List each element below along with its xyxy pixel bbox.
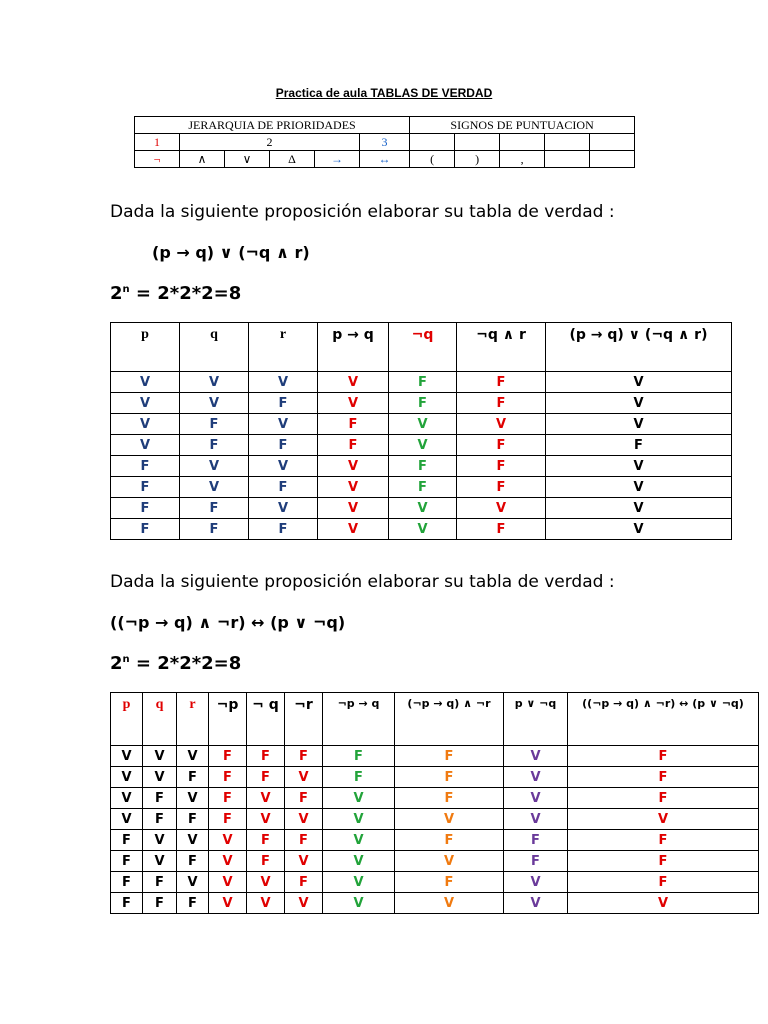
table-cell: V	[546, 456, 732, 477]
table-cell: F	[143, 872, 177, 893]
table-cell: F	[318, 435, 389, 456]
table-cell: V	[249, 414, 318, 435]
punctuation-header: SIGNOS DE PUNTUACION	[410, 117, 635, 134]
header2-q: q	[143, 693, 177, 746]
table-cell: V	[209, 851, 247, 872]
table-cell: V	[143, 767, 177, 788]
table-cell: V	[318, 372, 389, 393]
level-3: 3	[360, 134, 410, 151]
table-cell: F	[180, 435, 249, 456]
truth-table-1	[110, 322, 732, 540]
table-cell: F	[111, 851, 143, 872]
table-row	[111, 519, 732, 540]
table-cell: F	[143, 893, 177, 914]
table-cell: V	[111, 809, 143, 830]
table-row	[111, 830, 759, 851]
table-cell: V	[457, 498, 546, 519]
table-cell: V	[177, 788, 209, 809]
table-cell: F	[247, 746, 285, 767]
table-cell: F	[457, 393, 546, 414]
table-row	[111, 851, 759, 872]
table-cell: V	[546, 393, 732, 414]
table-cell: V	[318, 519, 389, 540]
table-cell: F	[323, 767, 395, 788]
table-row	[111, 788, 759, 809]
table-cell: V	[323, 893, 395, 914]
table-cell: V	[504, 746, 568, 767]
table-cell: F	[546, 435, 732, 456]
table-cell: V	[323, 872, 395, 893]
instruction-1: Dada la siguiente proposición elaborar su tabla de verdad :	[110, 202, 615, 222]
table-cell: F	[111, 893, 143, 914]
table-cell: V	[111, 414, 180, 435]
table-cell: F	[177, 809, 209, 830]
table-row	[111, 767, 759, 788]
level-1: 1	[135, 134, 180, 151]
table-cell: V	[177, 830, 209, 851]
symbol-iff: ↔	[360, 151, 410, 168]
table-cell: V	[318, 498, 389, 519]
table-cell: F	[504, 851, 568, 872]
table-cell: V	[180, 372, 249, 393]
table-cell: V	[546, 477, 732, 498]
table-cell: V	[504, 872, 568, 893]
table-cell: V	[111, 746, 143, 767]
table-cell: V	[546, 414, 732, 435]
table-cell: F	[247, 767, 285, 788]
table-cell: F	[457, 519, 546, 540]
table-cell: V	[285, 809, 323, 830]
header-not-q-and-r: ¬q ∧ r	[457, 323, 546, 372]
table-cell: F	[177, 851, 209, 872]
table-row	[111, 372, 732, 393]
table-cell: F	[389, 372, 457, 393]
header2-result: ((¬p → q) ∧ ¬r) ↔ (p ∨ ¬q)	[568, 693, 759, 746]
table-cell: F	[111, 830, 143, 851]
table-cell: F	[395, 767, 504, 788]
row-count-2: $2^n = 2*2*2=8$	[110, 653, 242, 674]
table-cell: V	[143, 851, 177, 872]
table-cell: F	[457, 456, 546, 477]
table-cell: F	[457, 477, 546, 498]
header-p: p	[111, 323, 180, 372]
table-cell: V	[504, 767, 568, 788]
header-q: q	[180, 323, 249, 372]
table-row	[111, 477, 732, 498]
table-cell: F	[568, 872, 759, 893]
table-cell: F	[143, 809, 177, 830]
proposition-2: ((¬p → q) ∧ ¬r) ↔ (p ∨ ¬q)	[110, 613, 346, 632]
table-cell: V	[180, 477, 249, 498]
table-cell: V	[247, 872, 285, 893]
table-cell: V	[247, 788, 285, 809]
hierarchy-header: JERARQUIA DE PRIORIDADES	[135, 117, 410, 134]
table-row	[111, 435, 732, 456]
header-r: r	[249, 323, 318, 372]
table-cell: V	[546, 498, 732, 519]
table-row	[111, 393, 732, 414]
table-cell: V	[111, 788, 143, 809]
symbol-delta: Δ	[270, 151, 315, 168]
table-cell: F	[111, 456, 180, 477]
table-cell: F	[209, 746, 247, 767]
table-cell: V	[111, 372, 180, 393]
table-cell: F	[568, 830, 759, 851]
table-cell: F	[209, 809, 247, 830]
table-cell: V	[111, 393, 180, 414]
table-cell: F	[177, 767, 209, 788]
table-cell: V	[395, 893, 504, 914]
table-cell: F	[111, 498, 180, 519]
table-cell: F	[143, 788, 177, 809]
table-cell: V	[143, 830, 177, 851]
table-cell: V	[546, 372, 732, 393]
table-cell: V	[504, 809, 568, 830]
table-cell: V	[249, 498, 318, 519]
table-cell: F	[247, 851, 285, 872]
header2-r: r	[177, 693, 209, 746]
truth-table-2	[110, 692, 759, 914]
table-cell: V	[323, 809, 395, 830]
table-cell: F	[177, 893, 209, 914]
table-cell: V	[209, 893, 247, 914]
table-cell: V	[249, 456, 318, 477]
table-cell: F	[285, 788, 323, 809]
table-cell: V	[318, 477, 389, 498]
table-cell: F	[568, 851, 759, 872]
table-cell: F	[323, 746, 395, 767]
table-cell: V	[111, 767, 143, 788]
table-cell: F	[568, 746, 759, 767]
symbol-implies: →	[315, 151, 360, 168]
header2-not-q: ¬ q	[247, 693, 285, 746]
table-cell: V	[457, 414, 546, 435]
header-p-implies-q: p → q	[318, 323, 389, 372]
table-cell: F	[457, 435, 546, 456]
table-cell: V	[247, 893, 285, 914]
row-count-1: $2^n = 2*2*2=8$	[110, 283, 242, 304]
table-cell: V	[504, 788, 568, 809]
table-cell: V	[318, 393, 389, 414]
table-cell: F	[318, 414, 389, 435]
table-row	[111, 809, 759, 830]
table-cell: F	[504, 830, 568, 851]
table-cell: V	[389, 435, 457, 456]
table-cell: V	[568, 809, 759, 830]
symbol-and: ∧	[180, 151, 225, 168]
table-cell: F	[249, 477, 318, 498]
header-result: (p → q) ∨ (¬q ∧ r)	[546, 323, 732, 372]
table-cell: V	[395, 809, 504, 830]
header2-p: p	[111, 693, 143, 746]
proposition-1: (p → q) ∨ (¬q ∧ r)	[152, 243, 310, 262]
page-title: Practica de aula TABLAS DE VERDAD	[275, 86, 493, 100]
table-cell: V	[180, 456, 249, 477]
table-cell: V	[395, 851, 504, 872]
table-row	[111, 872, 759, 893]
table-cell: F	[209, 788, 247, 809]
table-cell: V	[111, 435, 180, 456]
table-cell: F	[180, 519, 249, 540]
table-cell: V	[177, 872, 209, 893]
table-cell: F	[568, 767, 759, 788]
level-2: 2	[180, 134, 360, 151]
table-cell: V	[285, 851, 323, 872]
table-cell: F	[209, 767, 247, 788]
table-cell: V	[318, 456, 389, 477]
table-cell: V	[285, 893, 323, 914]
header2-conj: (¬p → q) ∧ ¬r	[395, 693, 504, 746]
table-cell: F	[457, 372, 546, 393]
instruction-2: Dada la siguiente proposición elaborar su tabla de verdad :	[110, 572, 615, 592]
table-cell: V	[143, 746, 177, 767]
header2-not-p-implies-q: ¬p → q	[323, 693, 395, 746]
symbol-or: ∨	[225, 151, 270, 168]
table-cell: F	[395, 788, 504, 809]
table-cell: V	[247, 809, 285, 830]
table-cell: V	[546, 519, 732, 540]
table-cell: V	[209, 830, 247, 851]
table-cell: V	[180, 393, 249, 414]
table-cell: F	[249, 519, 318, 540]
table-cell: V	[323, 830, 395, 851]
table-cell: F	[249, 435, 318, 456]
table-cell: F	[180, 414, 249, 435]
table-cell: F	[285, 830, 323, 851]
table-cell: F	[249, 393, 318, 414]
table-cell: V	[285, 767, 323, 788]
table-cell: F	[395, 746, 504, 767]
punct-comma: ,	[500, 151, 545, 168]
header2-not-r: ¬r	[285, 693, 323, 746]
table-cell: F	[180, 498, 249, 519]
table-cell: F	[247, 830, 285, 851]
table-cell: F	[111, 477, 180, 498]
table-cell: V	[504, 893, 568, 914]
table-cell: F	[389, 477, 457, 498]
header2-p-or-not-q: p ∨ ¬q	[504, 693, 568, 746]
table-cell: V	[177, 746, 209, 767]
table-cell: F	[111, 519, 180, 540]
table-cell: F	[285, 872, 323, 893]
table-row	[111, 746, 759, 767]
table-cell: F	[395, 872, 504, 893]
header2-not-p: ¬p	[209, 693, 247, 746]
hierarchy-table	[134, 116, 635, 168]
punct-open: (	[410, 151, 455, 168]
table-cell: V	[568, 893, 759, 914]
table-cell: F	[568, 788, 759, 809]
table-cell: V	[323, 788, 395, 809]
table-cell: V	[389, 498, 457, 519]
table-row	[111, 414, 732, 435]
table-cell: F	[395, 830, 504, 851]
punct-close: )	[455, 151, 500, 168]
table-cell: V	[249, 372, 318, 393]
table-cell: V	[323, 851, 395, 872]
table-cell: F	[111, 872, 143, 893]
table-row	[111, 498, 732, 519]
symbol-not: ¬	[135, 151, 180, 168]
table-row	[111, 456, 732, 477]
table-cell: V	[389, 414, 457, 435]
table-cell: V	[209, 872, 247, 893]
table-cell: V	[389, 519, 457, 540]
header-not-q: ¬q	[389, 323, 457, 372]
table-cell: F	[389, 456, 457, 477]
table-cell: F	[389, 393, 457, 414]
table-row	[111, 893, 759, 914]
table-cell: F	[285, 746, 323, 767]
